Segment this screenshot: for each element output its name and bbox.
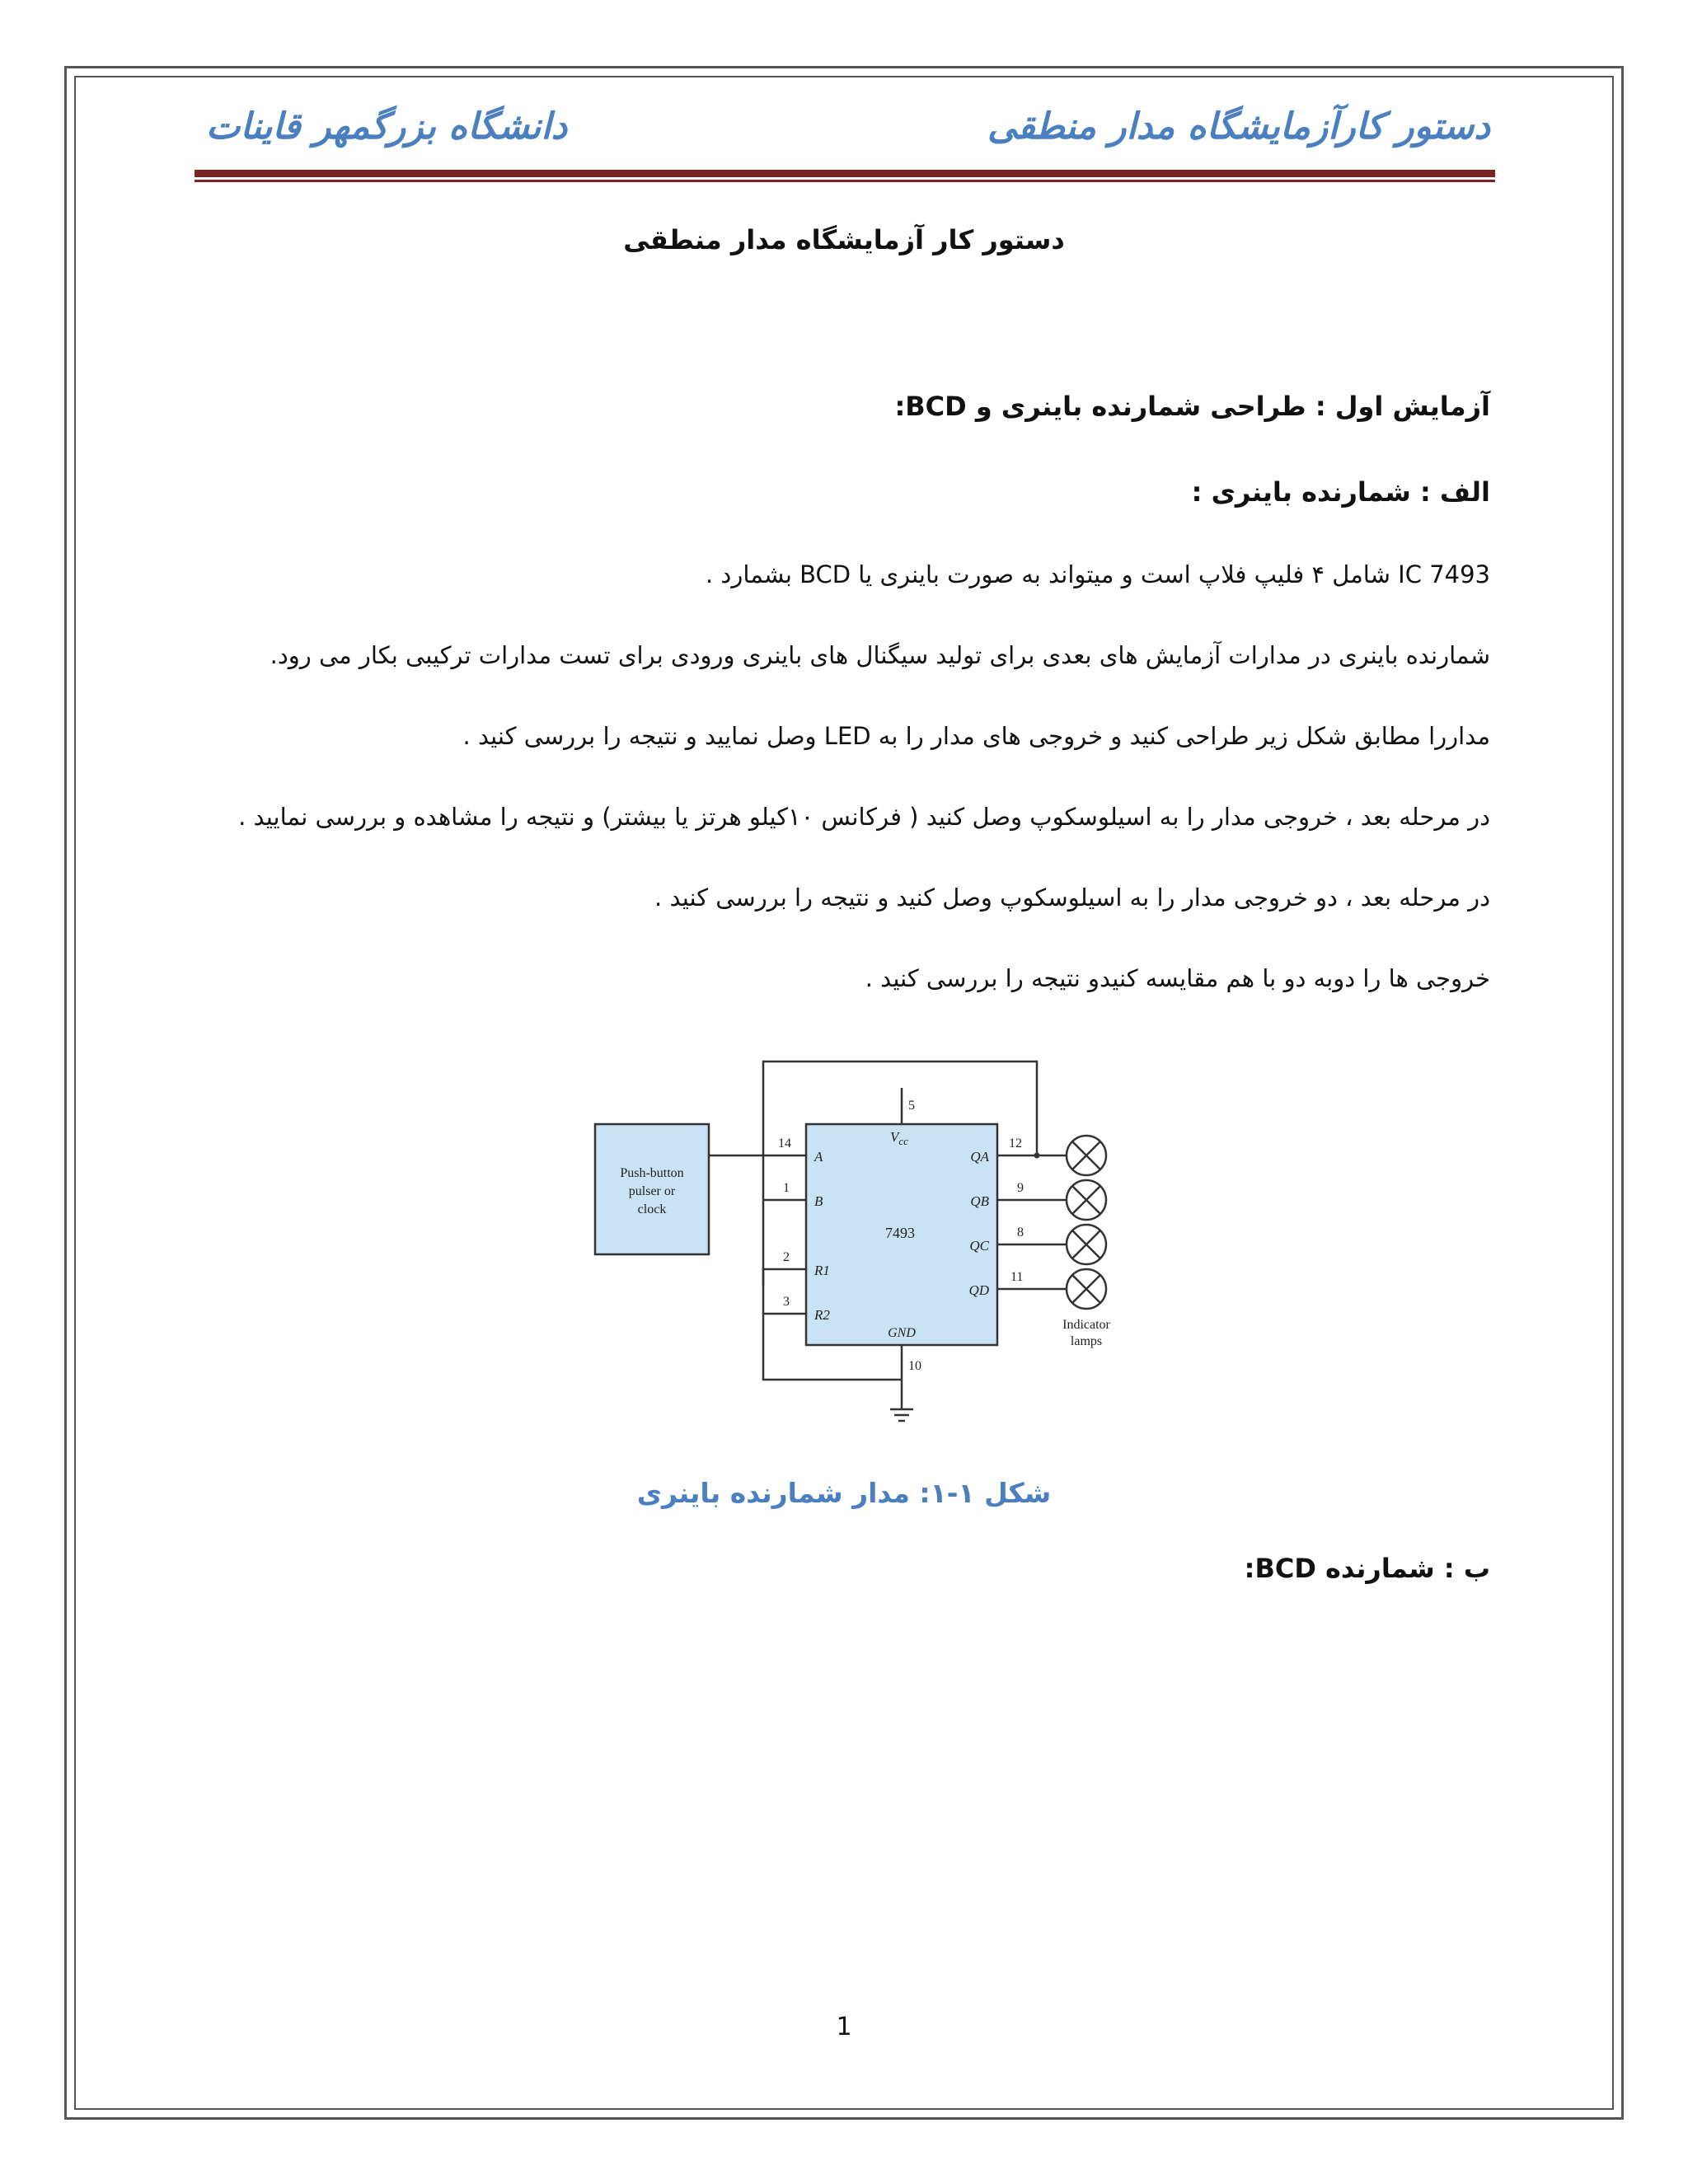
indicator-lamp-qa bbox=[1067, 1136, 1106, 1175]
pin-qc-number: 8 bbox=[1017, 1226, 1024, 1240]
pin-qc-label: QC bbox=[969, 1238, 989, 1254]
paragraph-4: در مرحله بعد ، خروجی مدار را به اسیلوسکوپ وصل کنید ( فرکانس ۱۰کیلو هرتز یا بیشتر) و نتیجه را مشاهده و بررسی نمایید . bbox=[238, 803, 1490, 831]
paragraph-5: در مرحله بعد ، دو خروجی مدار را به اسیلوسکوپ وصل کنید و نتیجه را بررسی کنید . bbox=[654, 883, 1490, 912]
section-heading: آزمایش اول : طراحی شمارنده باینری و BCD: bbox=[894, 391, 1490, 422]
subsection-a-heading: الف : شمارنده باینری : bbox=[1191, 476, 1490, 508]
header-course-title: دستور کارآزمایشگاه مدار منطقی bbox=[987, 105, 1490, 148]
pulser-label-line-3: clock bbox=[637, 1202, 667, 1216]
gnd-pin-number: 10 bbox=[908, 1359, 921, 1373]
binary-counter-circuit-diagram bbox=[577, 1047, 1137, 1434]
lamps-label-line-1: Indicator bbox=[1062, 1318, 1110, 1332]
header-rule bbox=[195, 170, 1495, 177]
pulser-label-line-1: Push-button bbox=[620, 1166, 684, 1180]
pin-qa-label: QA bbox=[970, 1149, 989, 1165]
page-number: 1 bbox=[836, 2013, 852, 2041]
pin-a-label: A bbox=[814, 1149, 823, 1165]
chip-name: 7493 bbox=[885, 1225, 915, 1241]
header-university-name: دانشگاه بزرگمهر قاینات bbox=[206, 105, 568, 148]
pulser-label-line-2: pulser or bbox=[628, 1184, 676, 1198]
gnd-label: GND bbox=[888, 1326, 916, 1340]
document-title: دستور کار آزمایشگاه مدار منطقی bbox=[623, 224, 1065, 255]
subsection-b-heading: ب : شمارنده BCD: bbox=[1244, 1553, 1490, 1584]
vcc-label: V bbox=[890, 1129, 899, 1145]
vcc-subscript: cc bbox=[898, 1135, 908, 1147]
indicator-lamp-qb bbox=[1067, 1180, 1106, 1220]
pin-r1-label: R1 bbox=[814, 1263, 830, 1278]
pin-qd-label: QD bbox=[968, 1282, 989, 1298]
paragraph-6: خروجی ها را دوبه دو با هم مقایسه کنیدو نتیجه را بررسی کنید . bbox=[865, 964, 1490, 992]
lamps-label-line-2: lamps bbox=[1070, 1334, 1103, 1348]
paragraph-2: شمارنده باینری در مدارات آزمایش های بعدی برای تولید سیگنال های باینری ورودی برای تست مدارات ترکیبی بکار می رود. bbox=[270, 641, 1490, 669]
pin-r2-number: 3 bbox=[783, 1295, 790, 1309]
figure-caption: شکل ۱-۱: مدار شمارنده باینری bbox=[636, 1477, 1052, 1509]
pin-qb-label: QB bbox=[970, 1193, 989, 1209]
header-rule-thin bbox=[195, 180, 1495, 182]
indicator-lamp-qd bbox=[1067, 1269, 1106, 1309]
pin-b-label: B bbox=[814, 1193, 823, 1209]
pin-qa-number: 12 bbox=[1009, 1137, 1022, 1151]
vcc-pin-number: 5 bbox=[908, 1099, 915, 1113]
pin-qd-number: 11 bbox=[1010, 1270, 1024, 1284]
pin-b-number: 1 bbox=[783, 1181, 790, 1195]
pin-r2-label: R2 bbox=[814, 1307, 830, 1323]
pin-r1-number: 2 bbox=[783, 1250, 790, 1264]
ground-symbol bbox=[890, 1409, 913, 1421]
paragraph-3: مداررا مطابق شکل زیر طراحی کنید و خروجی های مدار را به LED وصل نمایید و نتیجه را بررسی کنید . bbox=[462, 722, 1490, 750]
paragraph-1: IC 7493 شامل ۴ فلیپ فلاپ است و میتواند به صورت باینری یا BCD بشمارد . bbox=[706, 560, 1490, 588]
indicator-lamp-qc bbox=[1067, 1225, 1106, 1264]
pin-qb-number: 9 bbox=[1017, 1181, 1024, 1195]
pin-a-number: 14 bbox=[778, 1137, 791, 1151]
